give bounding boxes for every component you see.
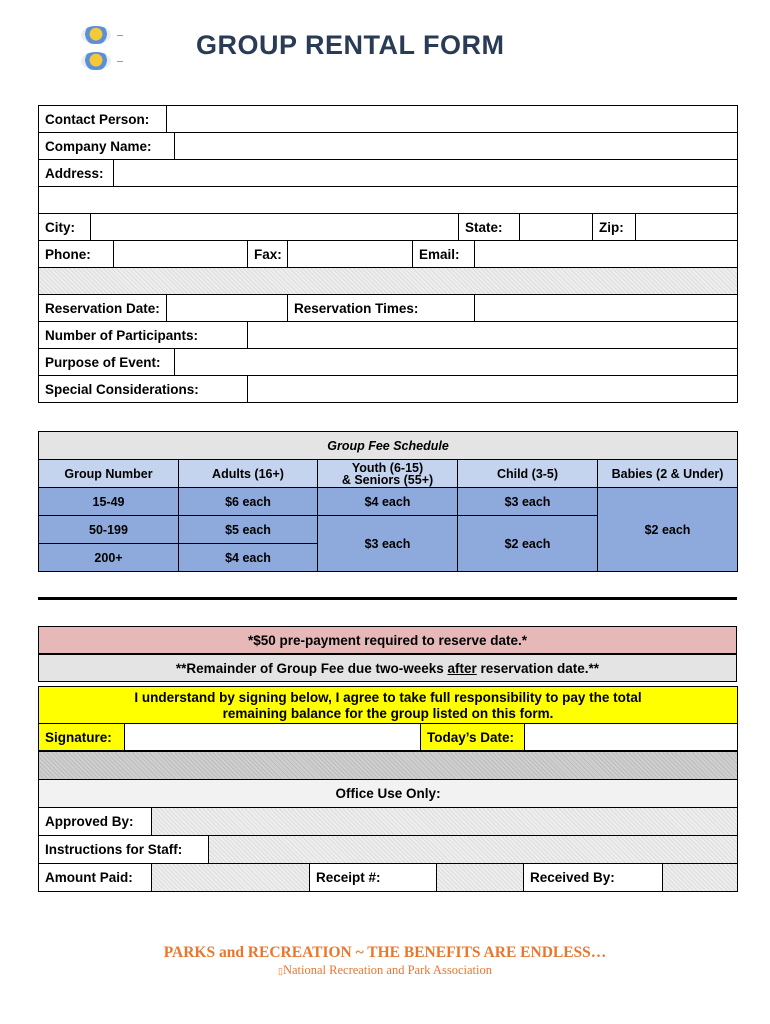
office-use-title: Office Use Only: <box>39 780 738 808</box>
participants-label: Number of Participants: <box>39 322 248 349</box>
fee-cell: $4 each <box>179 544 318 572</box>
col-adults: Adults (16+) <box>179 460 318 488</box>
remainder-notice <box>38 654 737 682</box>
zip-label: Zip: <box>593 214 636 241</box>
col-group-number: Group Number <box>39 460 179 488</box>
col-youth-line2: & Seniors (55+) <box>341 472 434 487</box>
agreement-line2: remaining balance for the group listed on this form. <box>222 706 554 721</box>
email-field[interactable] <box>475 241 738 268</box>
todays-date-field[interactable] <box>525 724 738 751</box>
col-youth-line1: Youth (6-15) <box>351 460 424 475</box>
signature-label: Signature: <box>39 724 125 751</box>
reservation-date-label: Reservation Date: <box>39 295 167 322</box>
participants-field[interactable] <box>248 322 738 349</box>
fee-cell: 50-199 <box>39 516 179 544</box>
address-field[interactable] <box>114 160 738 187</box>
company-name-field[interactable] <box>175 133 738 160</box>
footer-credit <box>0 963 770 978</box>
col-child: Child (3-5) <box>458 460 598 488</box>
reservation-date-field[interactable] <box>167 295 288 322</box>
fee-cell: $6 each <box>179 488 318 516</box>
fax-label: Fax: <box>248 241 288 268</box>
state-field[interactable] <box>520 214 593 241</box>
fee-cell: 15-49 <box>39 488 179 516</box>
fee-cell-child: $2 each <box>458 516 598 572</box>
fee-cell: $3 each <box>458 488 598 516</box>
approved-by-field[interactable] <box>152 808 738 836</box>
col-babies: Babies (2 & Under) <box>598 460 738 488</box>
section-divider <box>38 597 737 600</box>
receipt-label: Receipt #: <box>310 864 437 892</box>
remainder-text: **Remainder of Group Fee due two-weeks <box>175 661 448 676</box>
special-considerations-label: Special Considerations: <box>39 376 248 403</box>
prepayment-notice: *$50 pre-payment required to reserve date.* <box>38 626 737 654</box>
logo-icon <box>77 25 115 45</box>
address-label: Address: <box>39 160 114 187</box>
received-by-label: Received By: <box>524 864 663 892</box>
fee-cell-babies: $2 each <box>598 488 738 572</box>
footer-slogan: PARKS and RECREATION ~ THE BENEFITS ARE ENDLESS… <box>163 944 607 961</box>
amount-paid-field[interactable] <box>152 864 310 892</box>
signature-table <box>38 686 738 751</box>
fee-cell-youth: $3 each <box>318 516 458 572</box>
state-label: State: <box>459 214 520 241</box>
amount-paid-label: Amount Paid: <box>39 864 152 892</box>
col-youth-seniors <box>318 460 458 488</box>
agreement-text <box>39 687 738 724</box>
city-label: City: <box>39 214 91 241</box>
city-field[interactable] <box>91 214 459 241</box>
received-by-field[interactable] <box>663 864 738 892</box>
small-symbol-icon: ▯ <box>278 966 283 976</box>
contact-form-table <box>38 105 738 403</box>
email-label: Email: <box>413 241 475 268</box>
remainder-text-end: reservation date.** <box>476 661 600 676</box>
receipt-field[interactable] <box>437 864 524 892</box>
page-title: GROUP RENTAL FORM <box>196 30 505 60</box>
fee-cell: $5 each <box>179 516 318 544</box>
zip-field[interactable] <box>636 214 738 241</box>
address-field-line2[interactable] <box>39 187 738 214</box>
todays-date-label: Today’s Date: <box>421 724 525 751</box>
special-considerations-field[interactable] <box>248 376 738 403</box>
phone-field[interactable] <box>114 241 248 268</box>
logo-icon <box>77 51 115 71</box>
fee-cell: $4 each <box>318 488 458 516</box>
fee-schedule-caption: Group Fee Schedule <box>39 432 738 460</box>
approved-by-label: Approved By: <box>39 808 152 836</box>
office-divider-row <box>39 752 738 780</box>
office-use-table <box>38 751 738 892</box>
purpose-field[interactable] <box>175 349 738 376</box>
reservation-times-label: Reservation Times: <box>288 295 475 322</box>
footer-credit-text: National Recreation and Park Association <box>282 963 492 977</box>
divider-row <box>39 268 738 295</box>
agreement-line1: I understand by signing below, I agree to take full responsibility to pay the total <box>134 690 642 705</box>
phone-label: Phone: <box>39 241 114 268</box>
remainder-emphasis: after <box>447 661 477 676</box>
purpose-label: Purpose of Event: <box>39 349 175 376</box>
fee-cell: 200+ <box>39 544 179 572</box>
contact-person-field[interactable] <box>167 106 738 133</box>
fax-field[interactable] <box>288 241 413 268</box>
company-name-label: Company Name: <box>39 133 175 160</box>
fee-schedule-table <box>38 431 738 572</box>
signature-field[interactable] <box>125 724 421 751</box>
contact-person-label: Contact Person: <box>39 106 167 133</box>
instructions-label: Instructions for Staff: <box>39 836 209 864</box>
reservation-times-field[interactable] <box>475 295 738 322</box>
instructions-field[interactable] <box>209 836 738 864</box>
